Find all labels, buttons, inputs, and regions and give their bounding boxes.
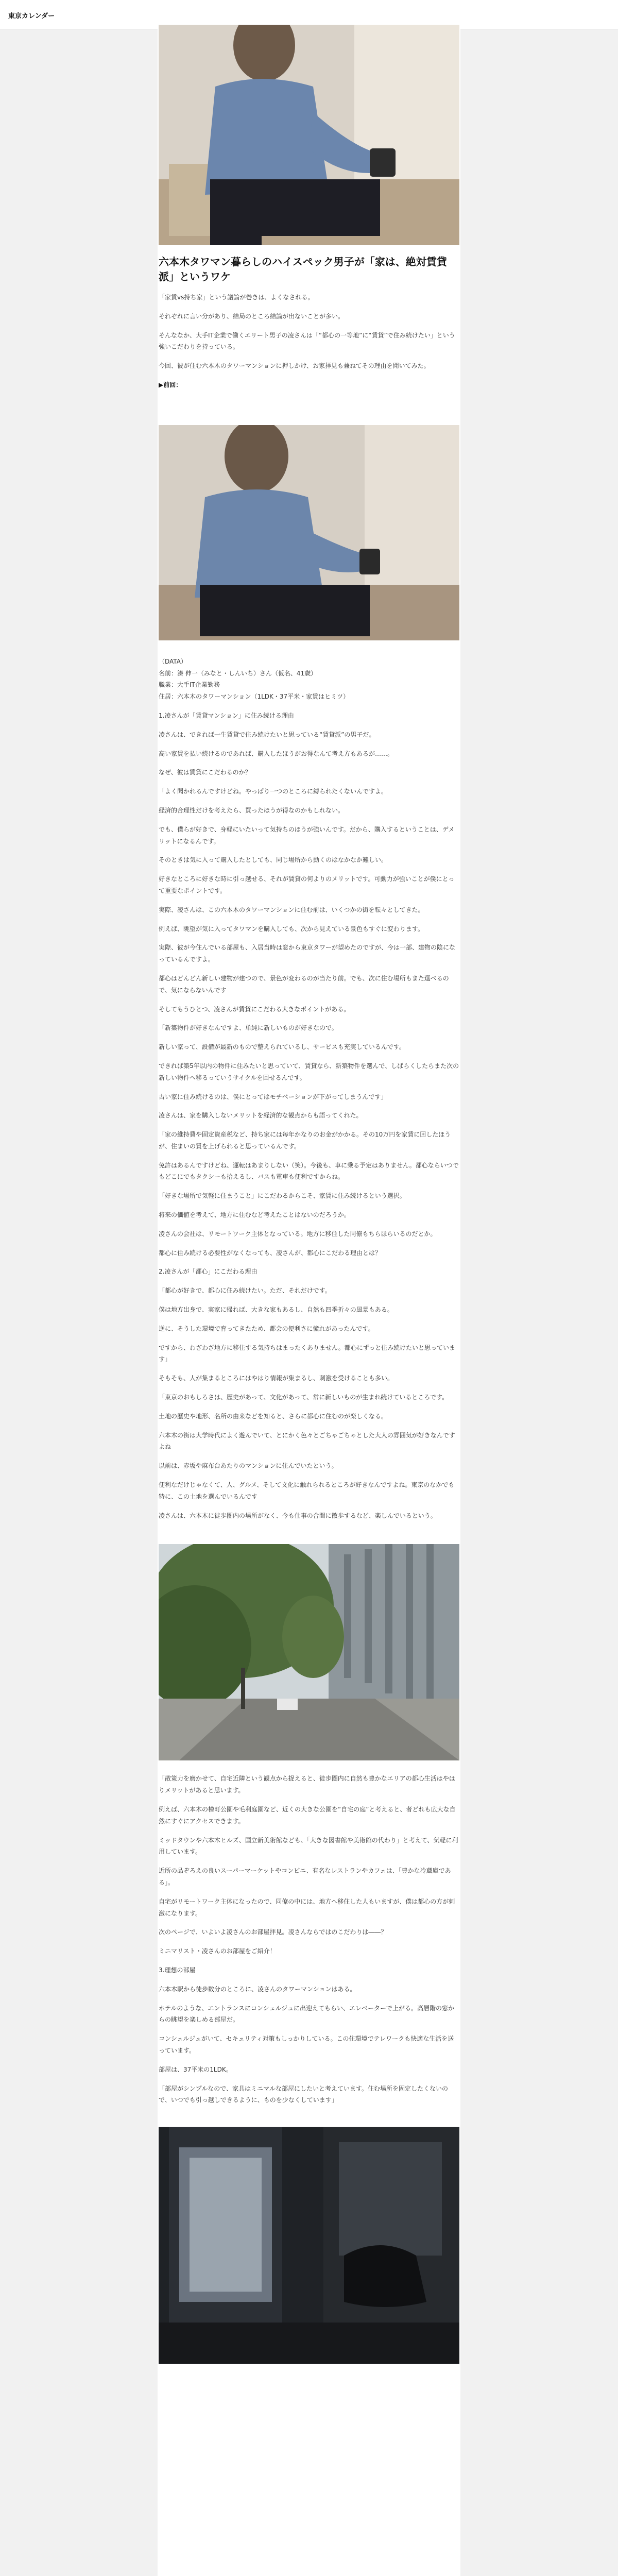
- paragraph: でも、僕らが好きで、身軽にいたいって気持ちのほうが強いんです。だから、購入するということは、デメリットになるんです。: [159, 825, 455, 845]
- paragraph: 新しい家って、設備が最新のもので整えられているし、サービスも充実しているんです。: [159, 1043, 405, 1051]
- paragraph: 凌さんは、家を購入しないメリットを経済的な観点からも語ってくれた。: [159, 1112, 363, 1120]
- paragraph: それぞれに言い分があり、結局のところ結論が出ないことが多い。: [159, 312, 345, 320]
- paragraph: 実際、凌さんは、この六本木のタワーマンションに住む前は、いくつかの街を転々としてきた。: [159, 906, 424, 913]
- street-photo: [159, 1544, 459, 1760]
- paragraph: 「家の維持費や固定資産税など、持ち家には毎年かなりのお金がかかる。その10万円を家賃に回したほうが、住まいの質を上げられると思っているんです。: [159, 1131, 451, 1150]
- paragraph: 「新築物件が好きなんですよ、単純に新しいものが好きなので。: [159, 1024, 338, 1032]
- paragraph: そのときは気に入って購入したとしても、同じ場所から動くのはなかなか難しい。: [159, 856, 388, 864]
- paragraph: 六本木の街は大学時代によく遊んでいて、とにかく色々とごちゃごちゃとした大人の雰囲気が好きなんですよね: [159, 1431, 455, 1451]
- paragraph: 次のページで、いよいよ凌さんのお部屋拝見。凌さんならではのこだわりは――？: [159, 1928, 387, 1936]
- paragraph: 3.理想の部屋: [159, 1966, 196, 1974]
- article-card: [158, 25, 460, 2576]
- paragraph: 2.凌さんが「都心」にこだわる理由: [159, 1268, 258, 1276]
- paragraph: ミニマリスト・凌さんのお部屋をご紹介！: [159, 1947, 276, 1955]
- paragraph: 1.凌さんが「賃貸マンション」に住み続ける理由: [159, 711, 294, 719]
- paragraph: 免許はあるんですけどね、運転はあまりしない（笑）。今後も、車に乗る予定はありません。都心ならいつでもどこにでもタクシーも拾えるし、バスも電車も便利ですからね。: [159, 1161, 459, 1181]
- paragraph: 凌さんは、六本木に徒歩圏内の場所がなく、今も仕事の合間に散歩するなど、楽しんでいるという。: [159, 1512, 437, 1519]
- paragraph: 逆に、そうした環境で育ってきたため、都会の便利さに憧れがあったんです。: [159, 1325, 374, 1332]
- related-prefix: ▶前回：: [159, 381, 182, 388]
- paragraph: 古い家に住み続けるのは、僕にとってはモチベーションが下がってしまうんです」: [159, 1093, 387, 1100]
- profile-line: 名前：湊 伸一（みなと・しんいち）さん（仮名、41歳）: [159, 669, 317, 677]
- paragraph: 「家賃vs持ち家」という議論が巻きは、よくなされる。: [159, 294, 314, 301]
- paragraph: 「散策力を磨かせて、自宅近隣という観点から捉えると、徒歩圏内に自然も豊かなエリアの都心生活はやはりメリットがあると思います。: [159, 1775, 455, 1794]
- paragraph: 都心はどんどん新しい建物が建つので、景色が変わるのが当たり前。でも、次に住む場所もまた選べるので、気にならないんです: [159, 974, 449, 994]
- paragraph: 土地の歴史や地形、名所の由来などを知ると、さらに都心に住むのが楽しくなる。: [159, 1412, 388, 1420]
- paragraph: 凌さんの会社は、リモートワーク主体となっている。地方に移住した同僚もちらほらいるのだとか。: [159, 1230, 437, 1238]
- paragraph: できれば築5年以内の物件に住みたいと思っていて、賃貸なら、新築物件を選んで、しばらくしたらまた次の新しい物件へ移るっていうサイクルを回せるんです。: [159, 1062, 459, 1081]
- paragraph: 自宅がリモートワーク主体になったので、同僚の中には、地方へ移住した人もいますが、僕は都心の方が刺激になります。: [159, 1897, 455, 1917]
- room-photo: [159, 2127, 459, 2364]
- paragraph: そしてもうひとつ、凌さんが賃貸にこだわる大きなポイントがある。: [159, 1005, 350, 1013]
- article-body-2: [158, 656, 460, 1522]
- paragraph: 六本木駅から徒歩数分のところに、凌さんのタワーマンションはある。: [159, 1985, 356, 1993]
- paragraph: 今回、彼が住む六本木のタワーマンションに押しかけ、お家拝見も兼ねてその理由を聞いてみた。: [159, 362, 430, 370]
- paragraph: コンシェルジュがいて、セキュリティ対策もしっかりしている。この住環境でテレワークも快適な生活を送っています。: [159, 2035, 454, 2054]
- profile-line: （DATA）: [159, 657, 187, 665]
- paragraph: 便利なだけじゃなくて、人、グルメ、そして文化に触れられるところが好きなんですよね。東京のなかでも特に、この土地を選んでいるんです: [159, 1481, 455, 1500]
- paragraph: そもそも、人が集まるところにはやはり情報が集まるし、刺激を受けることも多い。: [159, 1375, 394, 1382]
- paragraph: ですから、わざわざ地方に移住する気持ちはまったくありません。都心にずっと住み続けたいと思っています」: [159, 1344, 456, 1363]
- related-article[interactable]: [159, 379, 459, 391]
- paragraph: 以前は、赤坂や麻布台あたりのマンションに住んでいたという。: [159, 1462, 338, 1470]
- paragraph: 好きなところに好きな時に引っ越せる、それが賃貸の何よりのメリットです。可動力が強いことが僕にとって重要なポイントです。: [159, 875, 455, 894]
- site-logo[interactable]: 東京カレンダー: [8, 12, 55, 20]
- paragraph: 「部屋がシンプルなので、家具はミニマルな部屋にしたいと考えています。住む場所を固定したくないので、いつでも引っ越しできるように、ものを少なくしています」: [159, 2084, 449, 2104]
- paragraph: 経済的合理性だけを考えたら、買ったほうが得なのかもしれない。: [159, 806, 345, 814]
- profile-line: 住居：六本木のタワーマンション（1LDK・37平米・家賃はヒミツ）: [159, 693, 350, 701]
- paragraph: 近所の品ぞろえの良いスーパーマーケットやコンビニ、有名なレストランやカフェは、「豊かな冷蔵庫である」。: [159, 1867, 451, 1886]
- hero-photo: [159, 25, 459, 245]
- portrait-photo: [159, 425, 459, 640]
- paragraph: 高い家賃を払い続けるのであれば、購入したほうがお得なんて考え方もあるが……。: [159, 750, 394, 757]
- paragraph: 「好きな場所で気軽に住まうこと」にこだわるからこそ、家賃に住み続けるという選択。: [159, 1192, 406, 1200]
- paragraph: ホテルのような、エントランスにコンシェルジュに出迎えてもらい、エレベーターで上がる。高層階の窓からの眺望を楽しめる部屋だ。: [159, 2004, 454, 2024]
- article-title: 六本木タワマン暮らしのハイスペック男子が「家は、絶対賃貸派」というワケ: [159, 256, 447, 283]
- paragraph: ミッドタウンや六本木ヒルズ、国立新美術館なども、「大きな図書館や美術館の代わり」と考えて、気軽に利用しています。: [159, 1836, 458, 1856]
- paragraph: 僕は地方出身で、実家に帰れば、大きな家もあるし、自然も四季折々の風景もある。: [159, 1306, 393, 1314]
- paragraph: 都心に住み続ける必要性がなくなっても、凌さんが、都心にこだわる理由とは？: [159, 1249, 382, 1257]
- paragraph: 「よく聞かれるんですけどね。やっぱり一つのところに縛られたくないんですよ。: [159, 788, 388, 795]
- paragraph: 部屋は、37平米の1LDK。: [159, 2065, 232, 2073]
- paragraph: 例えば、六本木の檜町公園や毛利庭園など、近くの大きな公園を“自宅の庭”と考えると、者どれも広大な自然にすぐにアクセスできます。: [159, 1806, 456, 1825]
- paragraph: 実際、彼が今住んでいる部屋も、入居当時は窓から東京タワーが望めたのですが、今は一部、建物の陰になっているんですよ。: [159, 944, 456, 963]
- paragraph: 将来の価値を考えて、地方に住むなど考えたことはないのだろうか。: [159, 1211, 350, 1219]
- hero-photo-image: [159, 25, 459, 245]
- paragraph: 凌さんは、できれば一生賃貸で住み続けたいと思っている“賃貸派”の男子だ。: [159, 731, 375, 738]
- paragraph: なぜ、彼は賃貸にこだわるのか？: [159, 769, 251, 776]
- article-body: [158, 292, 460, 391]
- paragraph: 例えば、眺望が気に入ってタワマンを購入しても、次から見えている景色もすぐに変わります。: [159, 925, 424, 933]
- paragraph: そんななか、大手IT企業で働くエリート男子の凌さんは「“都心の一等地”に“賃貸”で住み続けたい」という強いこだわりを持っている。: [159, 331, 455, 351]
- article-body-3: [158, 1773, 460, 2106]
- profile-line: 職業：大手IT企業勤務: [159, 681, 220, 689]
- paragraph: 「東京のおもしろさは、歴史があって、文化があって、常に新しいものが生まれ続けているところです。: [159, 1394, 449, 1401]
- paragraph: 「都心が好きで、都心に住み続けたい。ただ、それだけです。: [159, 1287, 331, 1295]
